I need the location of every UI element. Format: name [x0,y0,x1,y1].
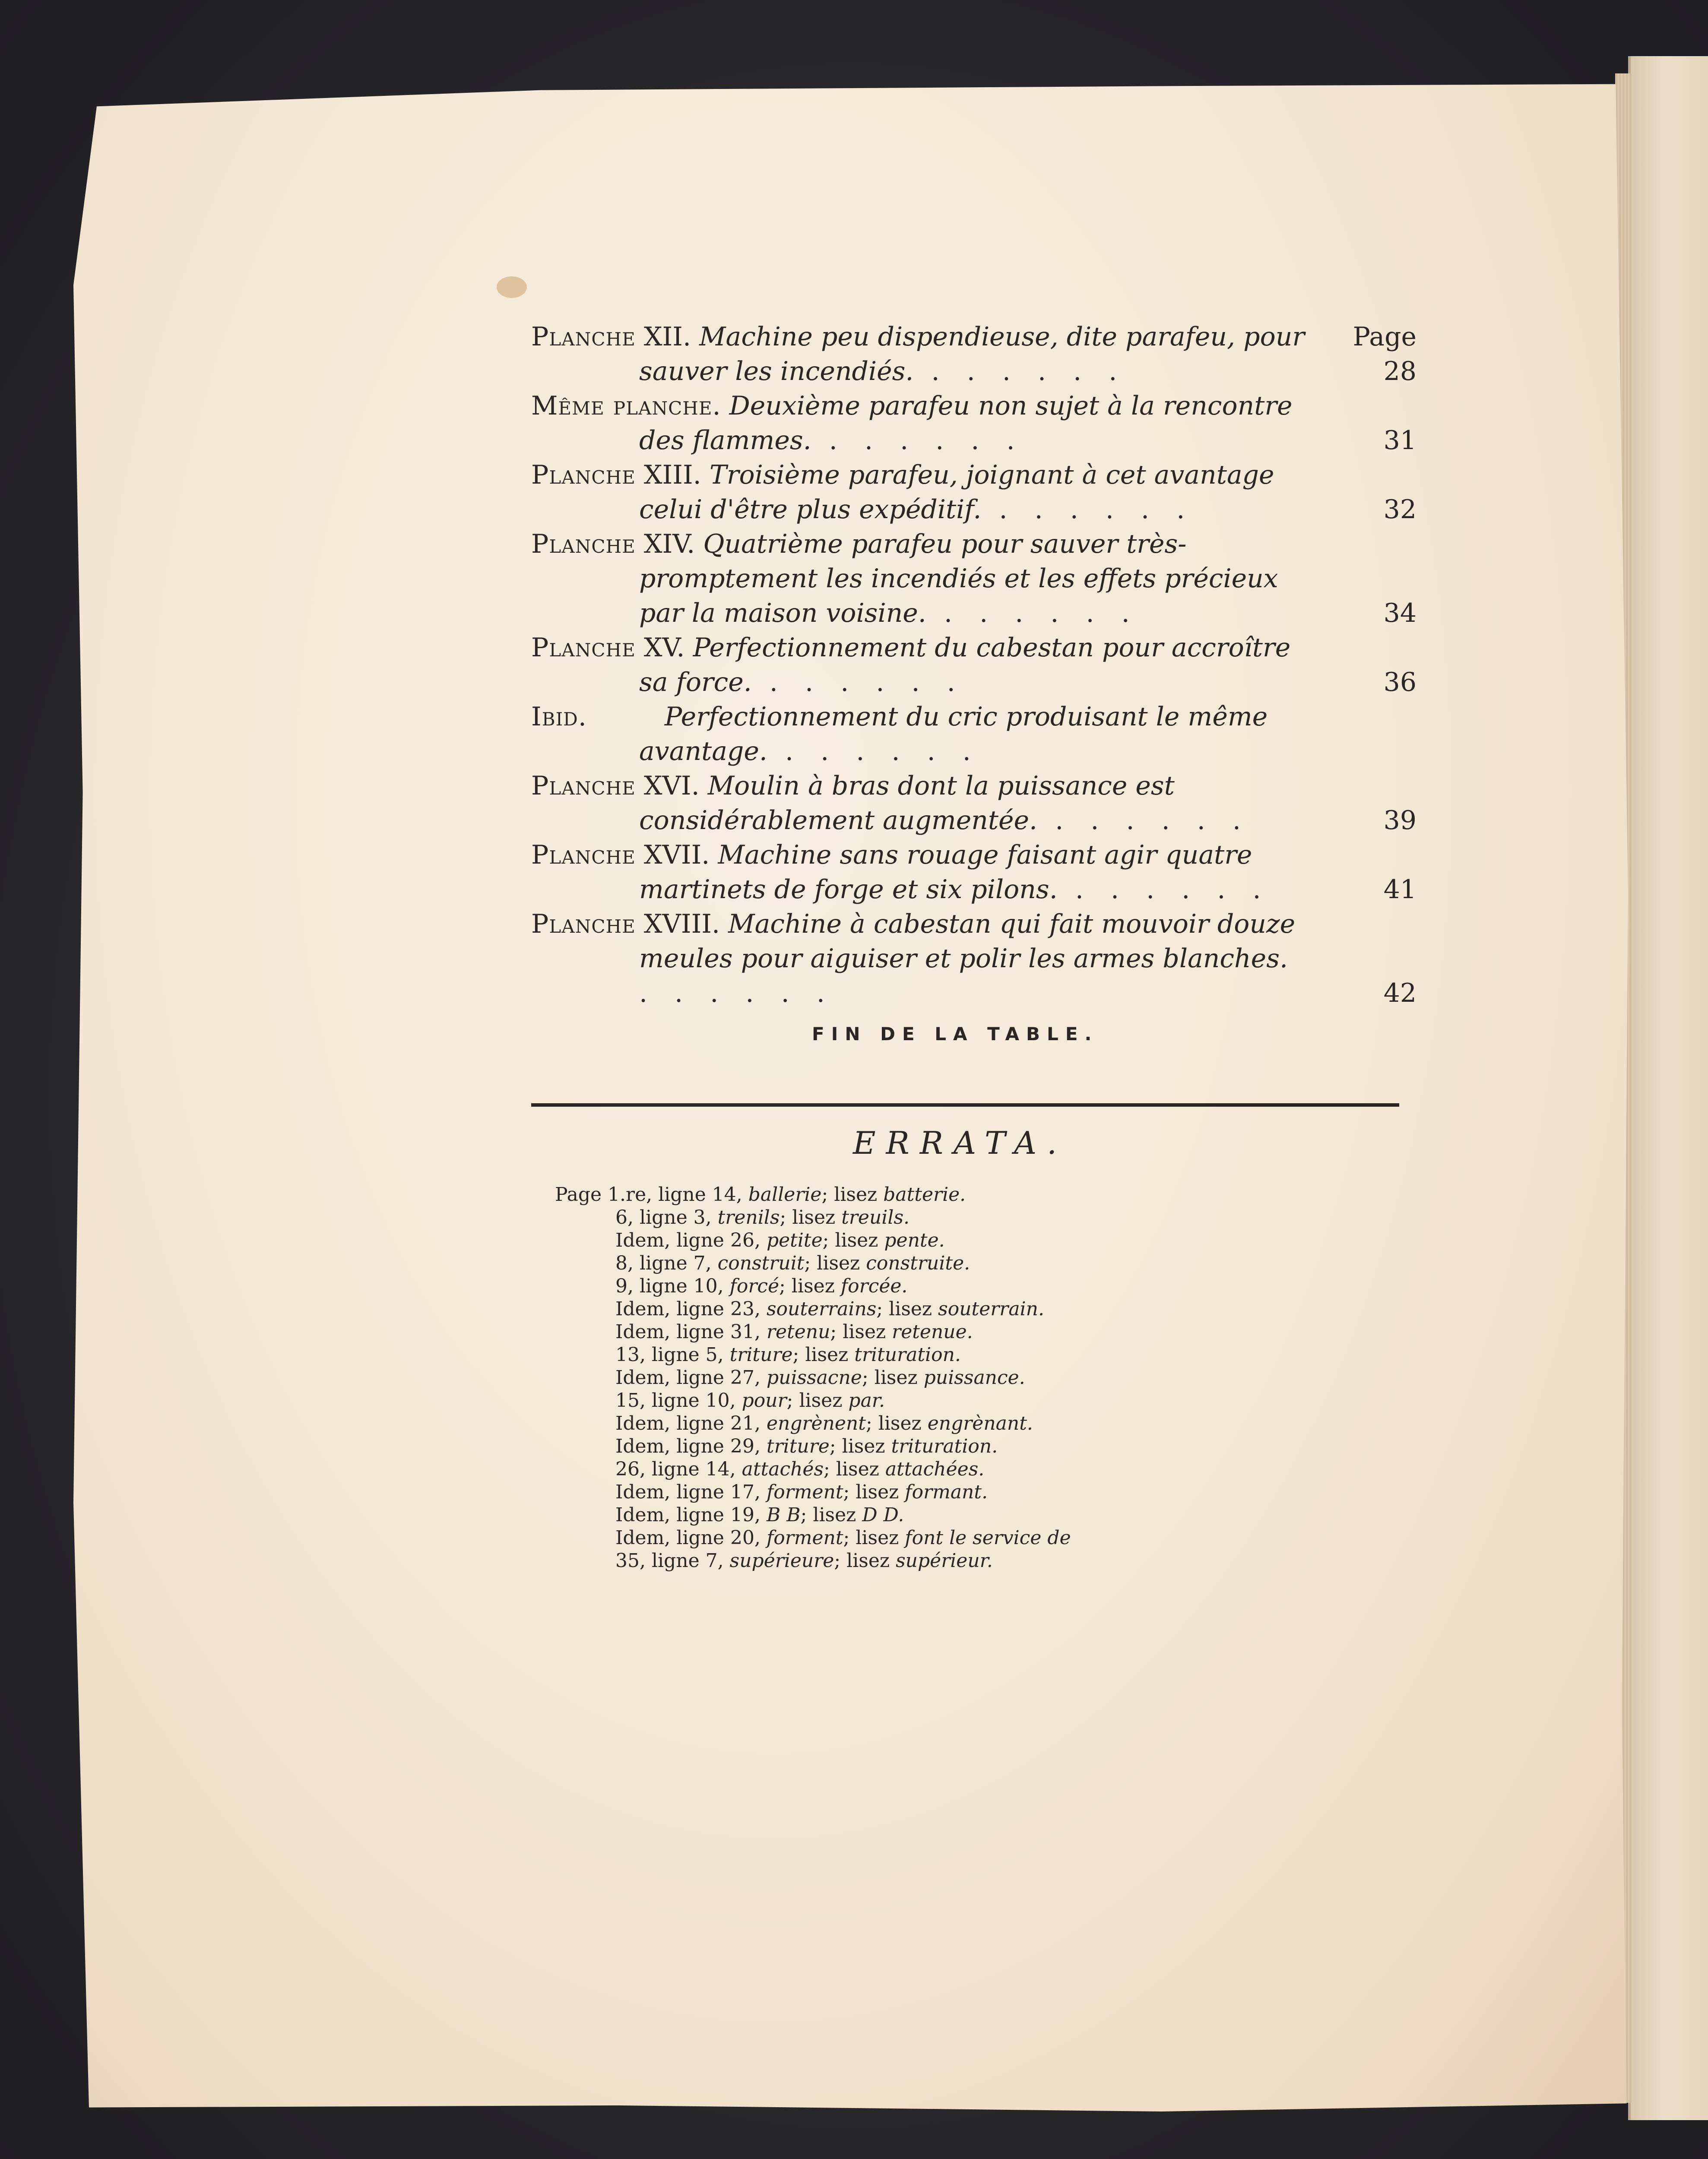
toc-entry-text [531,907,1309,1010]
errata-correction: par. [848,1390,885,1412]
leader-dots: . . . . . . [811,425,1024,456]
toc-entry-text [531,527,1309,630]
toc-entry-text [531,389,1309,458]
errata-separator: ; lisez [830,1321,886,1343]
plate-description: Troisième parafeu, joignant à cet avantage celui d'être plus expéditif. [639,460,1274,525]
toc-entry [531,630,1416,700]
plate-label: Planche [531,529,636,559]
errata-correction: trituration. [891,1435,998,1457]
errata-line [555,1343,1203,1366]
plate-description: Quatrième parafeu pour sauver très-promptement les incendiés et les effets précieux par la maison voisine. [639,529,1278,628]
plate-description: Moulin à bras dont la puissance est considérablement augmentée. [639,771,1175,836]
leader-dots: . . . . . . [926,598,1139,628]
toc-entry [531,389,1416,458]
plate-label: Ibid. [531,702,587,732]
errata-wrong: construit [717,1252,805,1274]
errata-correction: pente. [884,1229,945,1251]
plate-description: Perfectionnement du cabestan pour accroître sa force. [639,633,1291,697]
errata-correction: D D. [862,1504,904,1526]
toc-entry [531,907,1416,1010]
page-reference: 36 [1383,667,1416,697]
errata-list [555,1183,1203,1572]
errata-wrong: trenils [717,1206,780,1228]
page-reference: 32 [1383,494,1416,525]
errata-wrong: forment [766,1527,843,1549]
errata-location: Idem, ligne 29, [615,1435,761,1457]
leader-dots: . . . . . . [1057,874,1271,905]
plate-number: XVI. [643,771,700,801]
errata-line [555,1366,1203,1389]
errata-separator: ; lisez [800,1504,856,1526]
errata-correction: trituration. [854,1344,961,1366]
plate-label: Planche [531,633,636,663]
errata-line [555,1298,1203,1320]
errata-separator: ; lisez [786,1390,843,1412]
errata-separator: ; lisez [779,1275,835,1297]
errata-separator: ; lisez [792,1344,849,1366]
leader-dots: . . . . . . [639,978,834,1008]
errata-correction: souterrain. [938,1298,1044,1320]
errata-separator: ; lisez [821,1184,878,1206]
leader-dots: . . . . . . [913,356,1127,386]
errata-line [555,1389,1203,1412]
errata-separator: ; lisez [876,1298,932,1320]
errata-location: Idem, ligne 26, [615,1229,761,1251]
errata-correction: puissance. [923,1367,1025,1389]
next-page-edge [1628,56,1708,2120]
errata-wrong: forcé [729,1275,780,1297]
errata-wrong: forment [766,1481,843,1503]
errata-correction: attachées. [885,1458,985,1480]
leader-dots: . . . . . . [981,494,1195,525]
errata-correction: batterie. [883,1184,966,1206]
errata-wrong: souterrains [766,1298,877,1320]
errata-separator: ; lisez [865,1412,922,1434]
toc-entry-text [531,320,1309,389]
toc-entry-text [531,769,1309,838]
errata-location: 13, ligne 5, [615,1344,724,1366]
plate-label: Planche [531,460,636,490]
foxing-stain [497,276,527,298]
errata-line [555,1549,1203,1572]
errata-location: 6, ligne 3, [615,1206,712,1228]
errata-line [555,1412,1203,1435]
leader-dots: . . . . . . [751,667,965,697]
toc-entry-text [531,458,1309,527]
page-reference: 42 [1383,978,1416,1008]
errata-correction: font le service de [905,1527,1071,1549]
toc-entry [531,838,1416,907]
plate-number: XVII. [643,840,710,870]
errata-correction: retenue. [892,1321,973,1343]
errata-line [555,1275,1203,1298]
errata-line [555,1504,1203,1526]
errata-location: 15, ligne 10, [615,1390,736,1412]
errata-wrong: B B [766,1504,801,1526]
plate-number: XVIII. [643,909,720,939]
errata-correction: engrènant. [927,1412,1033,1434]
plate-number: XIV. [643,529,695,559]
errata-wrong: puissacne [766,1367,862,1389]
errata-location: 35, ligne 7, [615,1550,724,1572]
page-reference: 34 [1383,598,1416,628]
page-reference: Page 28 [1353,322,1416,386]
errata-wrong: supérieure [729,1550,834,1572]
errata-location: 8, ligne 7, [615,1252,712,1274]
plate-number: XV. [643,633,685,663]
errata-line [555,1481,1203,1504]
errata-separator: ; lisez [824,1458,879,1480]
errata-location: Idem, ligne 19, [615,1504,761,1526]
errata-separator: ; lisez [822,1229,878,1251]
errata-location: Idem, ligne 20, [615,1527,761,1549]
errata-location: Idem, ligne 31, [615,1321,761,1343]
errata-line [555,1320,1203,1343]
errata-correction: formant. [905,1481,988,1503]
errata-wrong: pour [742,1390,787,1412]
page-reference: 41 [1383,874,1416,905]
plate-label: Planche [531,771,636,801]
toc-entry [531,527,1416,630]
errata-location: 9, ligne 10, [615,1275,724,1297]
errata-correction: forcée. [840,1275,908,1297]
errata-separator: ; lisez [780,1206,836,1228]
errata-line [555,1252,1203,1275]
errata-location: Idem, ligne 17, [615,1481,761,1503]
errata-correction: construite. [866,1252,970,1274]
errata-separator: ; lisez [862,1367,918,1389]
errata-separator: ; lisez [834,1550,890,1572]
errata-separator: ; lisez [829,1435,885,1457]
errata-line [555,1458,1203,1481]
plate-description: Deuxième parafeu non sujet à la rencontre des flammes. [639,391,1293,456]
plate-number: XII. [643,322,691,352]
toc-entry-text [531,700,1309,769]
page-reference: 39 [1383,805,1416,836]
errata-separator: ; lisez [843,1527,899,1549]
toc-entry [531,458,1416,527]
plate-label: Planche [531,322,636,352]
errata-line [555,1526,1203,1549]
plate-number: XIII. [643,460,701,490]
errata-wrong: ballerie [748,1184,822,1206]
errata-wrong: petite [766,1229,823,1251]
toc-entry [531,320,1416,389]
errata-line [555,1206,1203,1229]
errata-line [555,1229,1203,1252]
errata-location: Idem, ligne 21, [615,1412,761,1434]
errata-correction: supérieur. [896,1550,993,1572]
toc-entry [531,700,1416,769]
errata-wrong: triture [766,1435,830,1457]
toc-entry-text [531,838,1309,907]
plate-description: Machine sans rouage faisant agir quatre martinets de forge et six pilons. [639,840,1252,905]
toc-entry-text [531,630,1309,700]
errata-location: Page 1.re, ligne 14, [555,1184,742,1206]
errata-correction: treuils. [841,1206,910,1228]
errata-line [555,1183,1203,1206]
errata-wrong: triture [729,1344,793,1366]
toc-entry [531,769,1416,838]
errata-wrong: engrènent [766,1412,866,1434]
errata-location: Idem, ligne 23, [615,1298,761,1320]
plate-description: Perfectionnement du cric produisant le même avantage. [639,702,1268,766]
plate-label: Planche [531,840,636,870]
plate-description: Machine à cabestan qui fait mouvoir douze meules pour aiguiser et polir les armes blanches. [639,909,1296,974]
end-of-table: FIN DE LA TABLE. [812,1023,1099,1045]
errata-line [555,1435,1203,1458]
table-of-plates [531,320,1416,1010]
errata-location: Idem, ligne 27, [615,1367,761,1389]
errata-separator: ; lisez [843,1481,899,1503]
page-reference: 31 [1383,425,1416,456]
plate-label: Même planche. [531,391,721,421]
divider-rule [531,1103,1399,1107]
leader-dots: . . . . . . [767,736,980,766]
leader-dots: . . . . . . [1037,805,1250,836]
errata-wrong: retenu [766,1321,830,1343]
plate-label: Planche [531,909,636,939]
errata-wrong: attachés [742,1458,824,1480]
errata-location: 26, ligne 14, [615,1458,736,1480]
errata-title: ERRATA. [853,1125,1068,1161]
plate-description: Machine peu dispendieuse, dite parafeu, pour sauver les incendiés. [639,322,1305,386]
errata-separator: ; lisez [804,1252,860,1274]
